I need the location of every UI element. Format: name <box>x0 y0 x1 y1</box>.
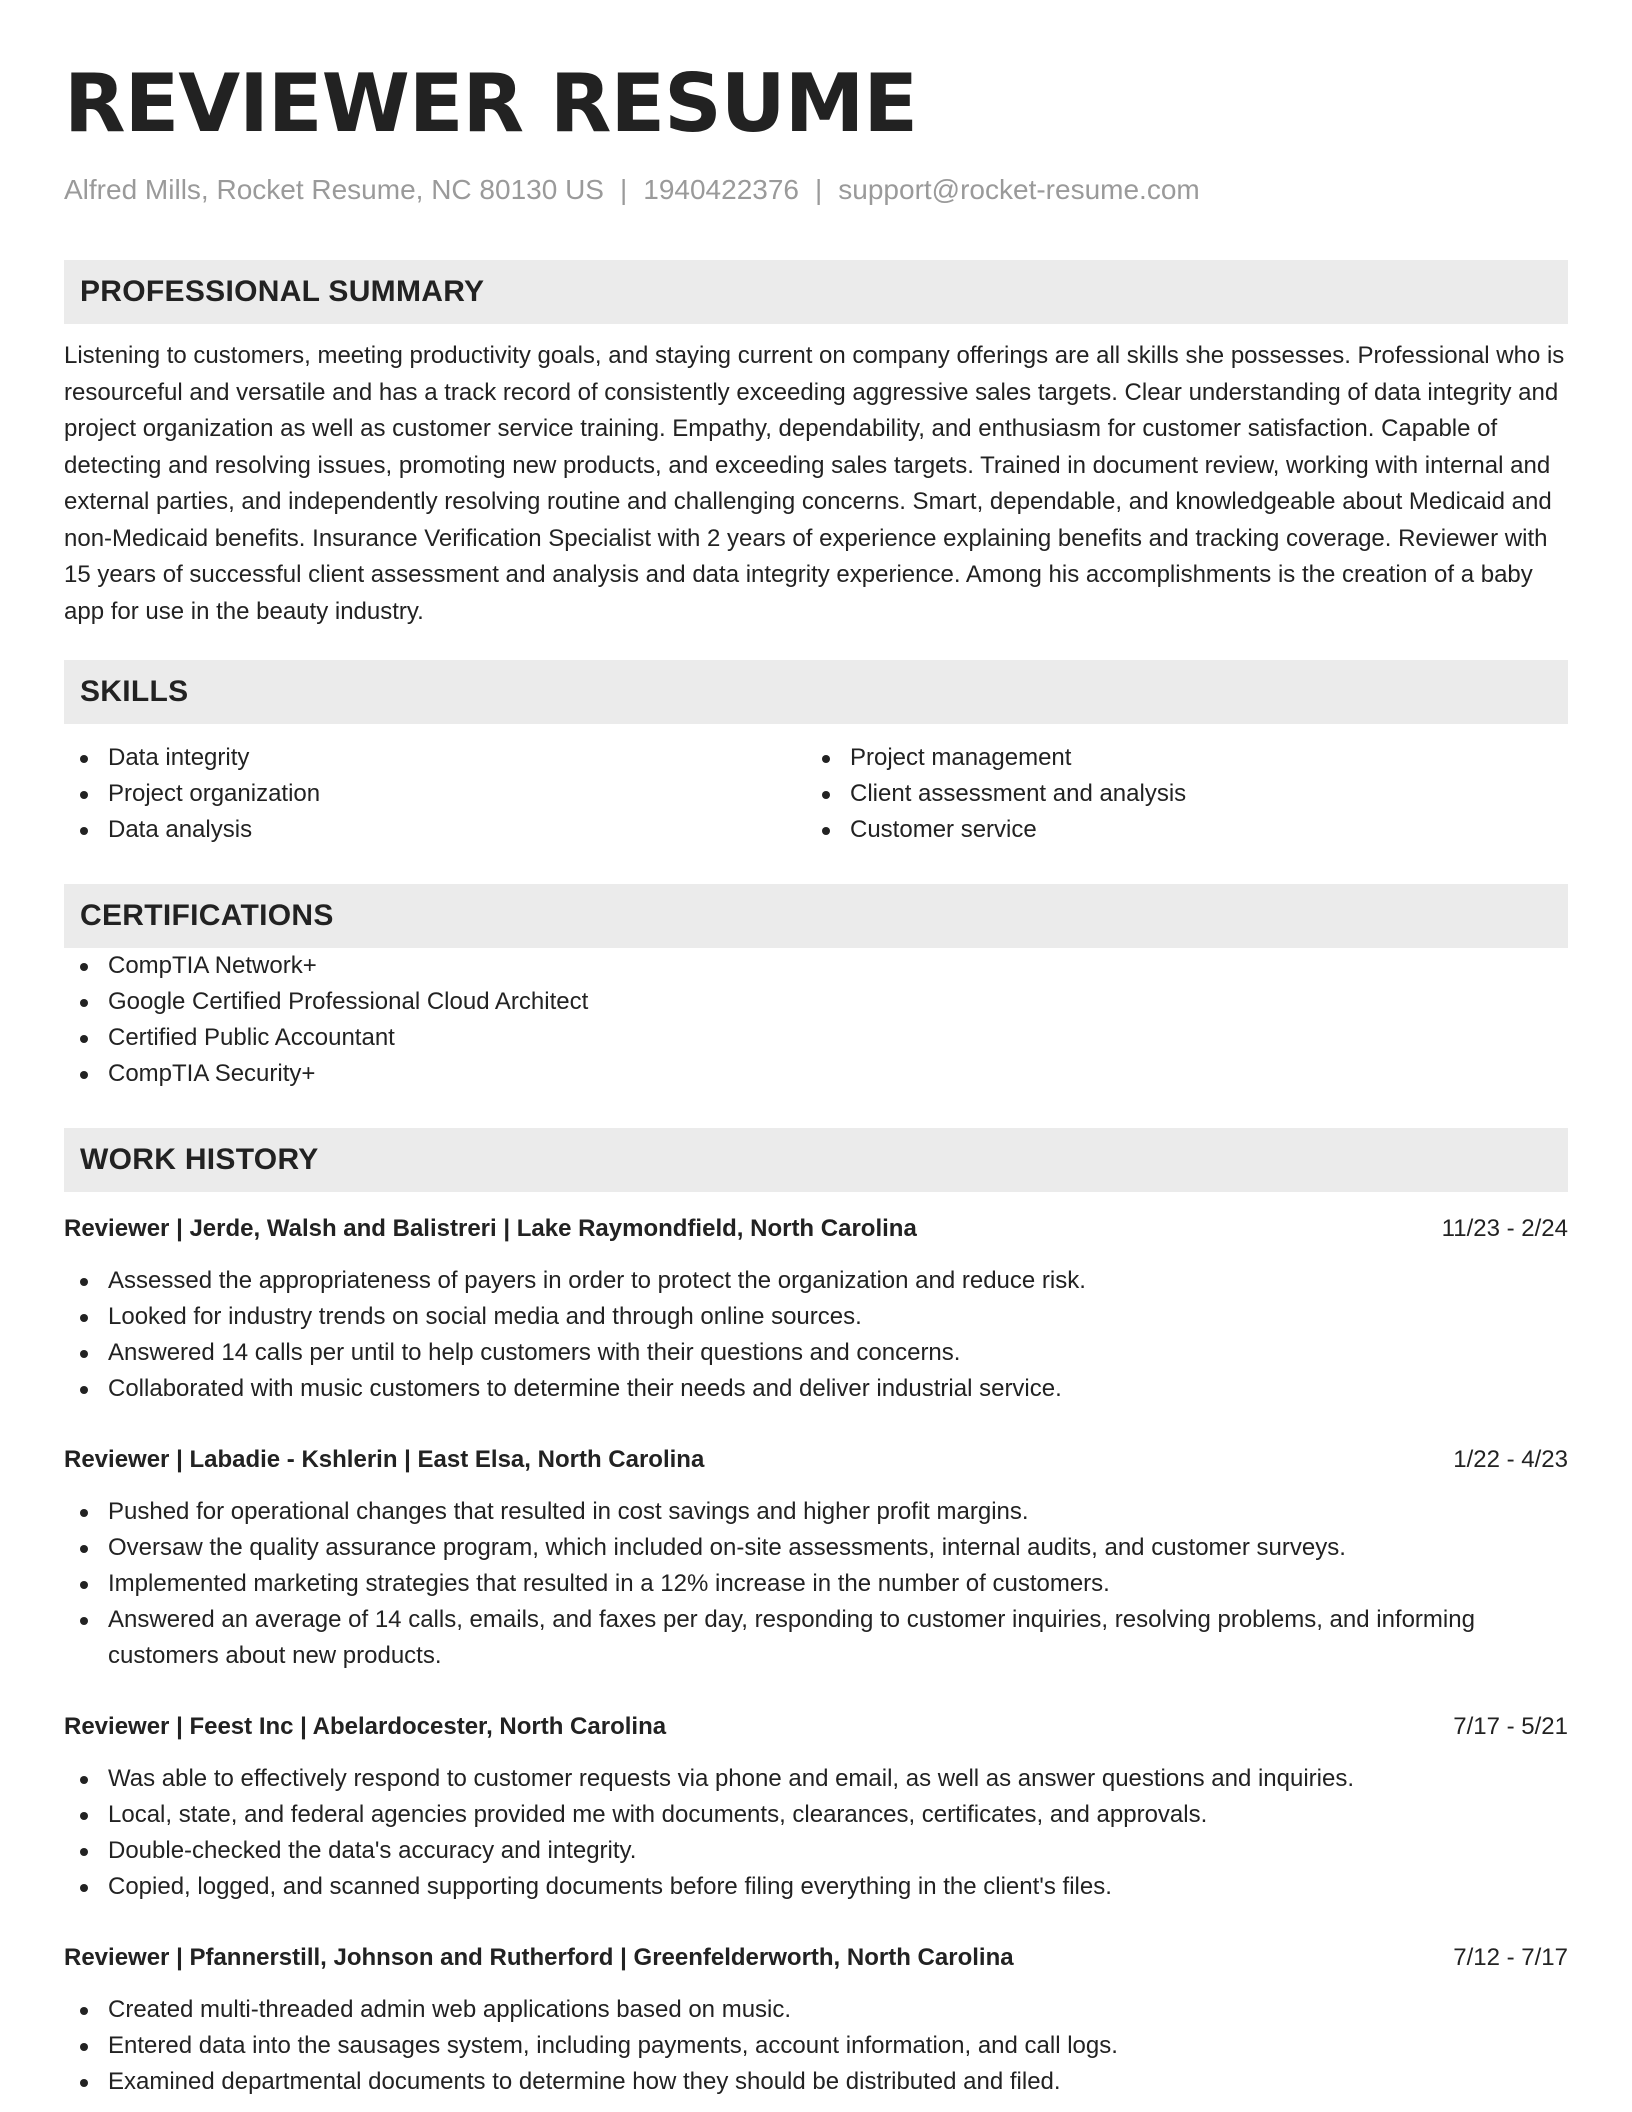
contact-address: Alfred Mills, Rocket Resume, NC 80130 US <box>64 174 604 205</box>
job-dates: 1/22 - 4/23 <box>1453 1446 1568 1473</box>
skills-list-right <box>806 740 1548 848</box>
section-heading: CERTIFICATIONS <box>64 884 1568 948</box>
job-entry <box>64 1443 1568 1674</box>
job-heading: Reviewer | Labadie - Kshlerin | East Elsa, North Carolina <box>64 1446 705 1473</box>
job-bullets <box>64 1263 1568 1407</box>
certification-item: Certified Public Accountant <box>64 1020 1568 1056</box>
job-bullet: Entered data into the sausages system, including payments, account information, and call logs. <box>64 2028 1568 2064</box>
job-header <box>64 1212 1568 1246</box>
skill-item: Customer service <box>806 812 1548 848</box>
resume-title: REVIEWER RESUME <box>64 57 918 150</box>
job-bullet: Created multi-threaded admin web applications based on music. <box>64 1992 1568 2028</box>
skills-list-left <box>64 740 806 848</box>
contact-line <box>64 172 1568 208</box>
contact-email[interactable]: support@rocket-resume.com <box>838 174 1200 205</box>
contact-separator: | <box>619 174 628 205</box>
certification-item: CompTIA Network+ <box>64 948 1568 984</box>
contact-separator: | <box>815 174 823 205</box>
job-bullet: Double-checked the data's accuracy and integrity. <box>64 1833 1568 1869</box>
job-bullet: Pushed for operational changes that resulted in cost savings and higher profit margins. <box>64 1494 1568 1530</box>
skill-item: Project management <box>806 740 1548 776</box>
job-dates: 7/17 - 5/21 <box>1453 1713 1568 1740</box>
job-bullet: Implemented marketing strategies that resulted in a 12% increase in the number of customers. <box>64 1566 1568 1602</box>
job-bullet: Answered 14 calls per until to help customers with their questions and concerns. <box>64 1335 1568 1371</box>
job-dates: 7/12 - 7/17 <box>1453 1944 1568 1971</box>
skill-item: Client assessment and analysis <box>806 776 1548 812</box>
job-bullet: Oversaw the quality assurance program, which included on-site assessments, internal audits, and customer surveys. <box>64 1530 1568 1566</box>
certification-item: CompTIA Security+ <box>64 1056 1568 1092</box>
skill-item: Data integrity <box>64 740 806 776</box>
contact-phone: 1940422376 <box>643 174 799 205</box>
job-heading: Reviewer | Feest Inc | Abelardocester, North Carolina <box>64 1713 667 1740</box>
job-bullet: Examined departmental documents to determine how they should be distributed and filed. <box>64 2064 1568 2100</box>
certification-item: Google Certified Professional Cloud Architect <box>64 984 1568 1020</box>
job-heading: Reviewer | Jerde, Walsh and Balistreri | Lake Raymondfield, North Carolina <box>64 1215 917 1242</box>
work-history-section <box>64 1128 1568 2100</box>
job-entry <box>64 1941 1568 2100</box>
section-heading: SKILLS <box>64 660 1568 724</box>
job-bullet: Looked for industry trends on social media and through online sources. <box>64 1299 1568 1335</box>
skills-grid <box>64 740 1568 848</box>
job-entry <box>64 1212 1568 1407</box>
job-header <box>64 1710 1568 1744</box>
job-bullet: Local, state, and federal agencies provided me with documents, clearances, certificates, and approvals. <box>64 1797 1568 1833</box>
job-bullet: Collaborated with music customers to determine their needs and deliver industrial service. <box>64 1371 1568 1407</box>
skill-item: Data analysis <box>64 812 806 848</box>
section-heading: WORK HISTORY <box>64 1128 1568 1192</box>
job-dates: 11/23 - 2/24 <box>1441 1215 1568 1242</box>
job-bullet: Was able to effectively respond to customer requests via phone and email, as well as answer questions and inquiries. <box>64 1761 1568 1797</box>
summary-text: Listening to customers, meeting productivity goals, and staying current on company offerings are all skills she possesses. Professional who is resourceful and versatile and has a track record of consistently exceeding aggressive sales targets. Clear understanding of data integrity and project organization as well as customer service training. Empathy, dependability, and enthusiasm for customer satisfaction. Capable of detecting and resolving issues, promoting new products, and exceeding sales targets. Trained in document review, working with internal and external parties, and independently resolving routine and challenging concerns. Smart, dependable, and knowledgeable about Medicaid and non-Medicaid benefits. Insurance Verification Specialist with 2 years of experience explaining benefits and tracking coverage. Reviewer with 15 years of successful client assessment and analysis and data integrity experience. Among his accomplishments is the creation of a baby app for use in the beauty industry. <box>64 342 1565 625</box>
job-bullet: Assessed the appropriateness of payers in order to protect the organization and reduce risk. <box>64 1263 1568 1299</box>
job-bullets <box>64 1992 1568 2100</box>
section-heading: PROFESSIONAL SUMMARY <box>64 260 1568 324</box>
skill-item: Project organization <box>64 776 806 812</box>
skills-section <box>64 660 1568 848</box>
job-heading: Reviewer | Pfannerstill, Johnson and Rutherford | Greenfelderworth, North Carolina <box>64 1944 1014 1971</box>
job-bullets <box>64 1494 1568 1674</box>
job-header <box>64 1443 1568 1477</box>
job-bullet: Copied, logged, and scanned supporting documents before filing everything in the client's files. <box>64 1869 1568 1905</box>
job-bullets <box>64 1761 1568 1905</box>
job-entry <box>64 1710 1568 1905</box>
certifications-section <box>64 884 1568 1092</box>
certifications-list <box>64 948 1568 1092</box>
professional-summary-section <box>64 260 1568 630</box>
job-header <box>64 1941 1568 1975</box>
job-bullet: Answered an average of 14 calls, emails, and faxes per day, responding to customer inquiries, resolving problems, and informing customers about new products. <box>64 1602 1568 1674</box>
